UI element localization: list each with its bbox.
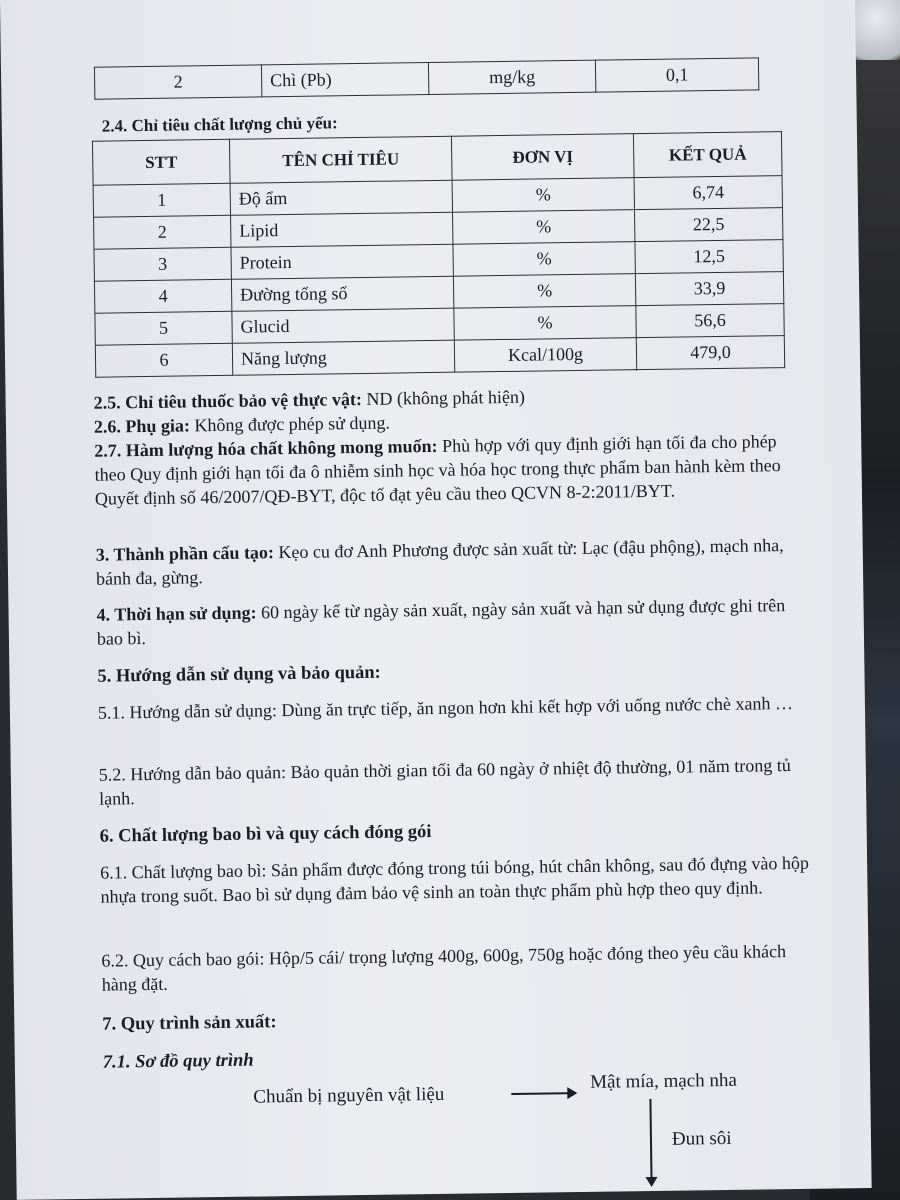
cell-stt: 5 xyxy=(95,311,232,345)
cell-name: Glucid xyxy=(232,308,454,343)
cell-unit: % xyxy=(454,306,636,341)
paragraph-6-2: 6.2. Quy cách bao gói: Hộp/5 cái/ trọng lượng 400g, 600g, 750g hoặc đóng theo yêu cầu khách hàng đặt. xyxy=(101,941,787,995)
flow-arrow-right xyxy=(511,1092,575,1095)
cell-name: Lipid xyxy=(231,212,453,247)
header-stt: STT xyxy=(92,139,230,185)
heading-7: 7. Quy trình sản xuất: xyxy=(102,1012,277,1035)
flow-step-prepare: Chuẩn bị nguyên vật liệu xyxy=(253,1083,445,1108)
text: Không được phép sử dụng. xyxy=(189,412,391,436)
cell-stt: 1 xyxy=(93,183,230,217)
paragraph-5-1: 5.1. Hướng dẫn sử dụng: Dùng ăn trực tiếp, ăn ngon hơn khi kết hợp với uống nước chè xanh … xyxy=(97,692,794,723)
paragraph-5-2: 5.2. Hướng dẫn bảo quản: Bảo quản thời gian tối đa 60 ngày ở nhiệt độ thường, 01 năm trong tủ lạnh. xyxy=(98,755,791,809)
label: 2.6. Phụ gia: xyxy=(93,415,191,437)
cell-stt: 2 xyxy=(94,65,261,99)
text: ND (không phát hiện) xyxy=(361,386,525,409)
cell-name: Năng lượng xyxy=(232,340,454,375)
heading-7-1: 7.1. Sơ đồ quy trình xyxy=(102,1050,254,1073)
table-row xyxy=(94,58,758,99)
cell-value: 0,1 xyxy=(595,58,758,92)
label: 4. Thời hạn sử dụng: xyxy=(96,602,257,625)
paragraph-2-7 xyxy=(94,429,810,511)
cell-unit: % xyxy=(453,242,635,277)
cell-value: 56,6 xyxy=(636,304,784,338)
cell-name: Chì (Pb) xyxy=(261,63,428,97)
cell-unit: % xyxy=(452,178,634,213)
paragraph-6-1: 6.1. Chất lượng bao bì: Sản phẩm được đóng trong túi bóng, hút chân không, sau đó đựng vào hộp nhựa trong suốt. Bao bì sử dụng đảm bảo vệ sinh an toàn thực phẩm phù hợp theo quy định. xyxy=(100,852,809,907)
flow-step-molasses: Mật mía, mạch nha xyxy=(590,1069,737,1093)
cell-stt: 3 xyxy=(94,247,231,281)
flow-arrow-down xyxy=(649,1099,652,1183)
cell-stt: 2 xyxy=(94,215,231,249)
quality-table xyxy=(92,131,785,378)
cell-value: 6,74 xyxy=(634,176,782,210)
cell-value: 12,5 xyxy=(635,240,783,274)
header-value: KẾT QUẢ xyxy=(633,132,782,178)
cell-unit: Kcal/100g xyxy=(454,338,636,373)
header-name: TÊN CHỈ TIÊU xyxy=(229,136,452,183)
cell-unit: % xyxy=(453,210,635,245)
label: 2.7. Hàm lượng hóa chất không mong muốn: xyxy=(94,435,438,461)
header-unit: ĐƠN VỊ xyxy=(451,134,634,181)
cell-name: Độ ẩm xyxy=(230,180,452,215)
cell-value: 22,5 xyxy=(634,208,782,242)
label: 3. Thành phần cấu tạo: xyxy=(95,542,275,565)
label: 2.5. Chỉ tiêu thuốc bảo vệ thực vật: xyxy=(93,388,363,413)
cell-unit: mg/kg xyxy=(428,60,595,94)
text: Kẹo cu đơ Anh Phương được sản xuất từ: Lạc (đậu phộng), mạch nha, bánh đa, gừng. xyxy=(95,535,784,589)
flow-step-boil: Đun sôi xyxy=(671,1127,732,1150)
cell-value: 33,9 xyxy=(635,272,783,306)
text: 60 ngày kể từ ngày sản xuất, ngày sản xuất và hạn sử dụng được ghi trên bao bì. xyxy=(96,595,786,649)
cell-name: Protein xyxy=(231,244,453,279)
cell-value: 479,0 xyxy=(636,336,784,370)
paragraph-3 xyxy=(96,533,812,591)
cell-unit: % xyxy=(453,274,635,309)
section-heading: 2.4. Chỉ tiêu chất lượng chủ yếu: xyxy=(101,113,338,136)
heading-5: 5. Hướng dẫn sử dụng và bảo quản: xyxy=(97,662,381,687)
cell-stt: 4 xyxy=(94,279,231,313)
cell-name: Đường tổng số xyxy=(231,276,453,311)
text: Phù hợp với quy định giới hạn tối đa cho phép theo Quy định giới hạn tối đa ô nhiễm sinh học và hóa học trong thực phẩm ban hành kèm theo Quyết định số 46/2007/QĐ-BYT, độc tố đạt yêu cầu theo QCVN 8-2:2011/BYT. xyxy=(94,431,781,509)
heading-6: 6. Chất lượng bao bì và quy cách đóng gói xyxy=(99,822,432,847)
paragraph-4 xyxy=(96,593,812,651)
cell-stt: 6 xyxy=(95,343,232,377)
contaminant-table xyxy=(94,57,759,99)
